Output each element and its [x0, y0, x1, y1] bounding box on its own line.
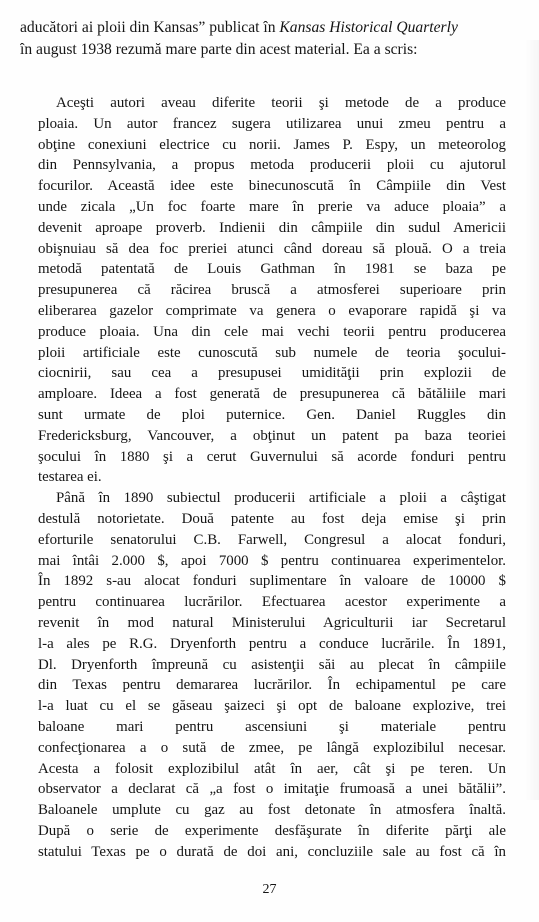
text-line: devenit aproape proverb. Indienii din câmpiile din sudul Americii — [38, 219, 506, 236]
intro-line-1-text: aducători ai ploii din Kansas” publicat în Kansas Historical Quarterly — [20, 19, 458, 36]
text-line: amploare. Ideea a fost generată de presupunerea că bătăliile mari — [38, 386, 506, 403]
text-line: observator a declarat că „a fost o imitaţie frumoasă a unei bătălii”. — [38, 781, 506, 798]
text-line: revenit în mod natural Ministerului Agriculturii iar Secretarul — [38, 614, 506, 631]
text-line: l-a ales pe R.G. Dryenforth pentru a conduce lucrările. În 1891, — [38, 635, 506, 652]
text-line: După o serie de experimente desfăşurate în diferite părţi ale — [38, 822, 506, 839]
quote-paragraph-2 — [38, 488, 506, 862]
text-line: metodă patentată de Louis Gathman în 1981 se baza pe — [38, 261, 506, 278]
text-line: ciocnirii, sau cea a presupusei umidităţii prin explozii de — [38, 365, 506, 382]
text-line: obişnuiau să dea foc preriei atunci când doreau să plouă. O a treia — [38, 240, 506, 257]
intro-paragraph — [20, 17, 526, 61]
journal-title: Kansas Historical Quarterly — [279, 19, 458, 36]
text-line: pentru continuarea lucrărilor. Efectuarea acestor experimente a — [38, 594, 506, 611]
text-line: l-a luat cu el se găseau şaizeci şi opt de baloane explozive, trei — [38, 698, 506, 715]
intro-line-1 — [20, 17, 526, 39]
text-line: presupunerea că răcirea bruscă a atmosferei superioare prin — [38, 282, 506, 299]
text-line: confecţionarea a o sută de zmee, pe lângă explozibilul necesar. — [38, 739, 506, 756]
text-line: şocului în 1880 şi a cerut Guvernului să acorde fonduri pentru — [38, 448, 506, 465]
text-line: testarea ei. — [38, 469, 102, 486]
text-line: ploaia. Un autor francez sugera utilizarea unui zmeu pentru a — [38, 115, 506, 132]
text-line: din Pennsylvania, a propus metoda producerii ploii cu ajutorul — [38, 157, 506, 174]
text-line: Acesta a folosit explozibilul atât în aer, cât şi pe teren. Un — [38, 760, 506, 777]
quote-paragraph-1 — [38, 93, 506, 488]
text-line: eliberarea gazelor comprimate va genera o evaporare rapidă şi va — [38, 302, 506, 319]
text-line: statului Texas pe o durată de doi ani, concluziile sale au fost că în — [38, 843, 506, 860]
text-line: Baloanele umplute cu gaz au fost detonate în atmosfera înaltă. — [38, 802, 506, 819]
text-line: Fredericksburg, Vancouver, a obţinut un patent pa baza teoriei — [38, 427, 506, 444]
text-line: unde zicala „Un foc foarte mare în prerie va aduce ploaia” a — [38, 198, 506, 215]
page-edge-shadow — [525, 40, 539, 800]
page-number: 27 — [262, 882, 277, 897]
text-line: baloane mari pentru ascensiuni şi materiale pentru — [38, 718, 506, 735]
text-line: produce ploaia. Una din cele mai vechi teorii pentru producerea — [38, 323, 506, 340]
text-line: sunt urmate de ploi puternice. Gen. Daniel Ruggles din — [38, 406, 506, 423]
text-line: focurilor. Această idee este binecunoscută în Câmpiile din Vest — [38, 178, 506, 195]
text-line: obţine conexiuni electrice cu norii. James P. Espy, un meteorolog — [38, 136, 506, 153]
text-line: destulă notorietate. Două patente au fost deja emise şi prin — [38, 510, 506, 527]
text-line: În 1892 s-au alocat fonduri suplimentare în valoare de 10000 $ — [38, 573, 506, 590]
text-line: mai întâi 2.000 $, apoi 7000 $ pentru continuarea experimentelor. — [38, 552, 506, 569]
intro-line-2: în august 1938 rezumă mare parte din acest material. Ea a scris: — [20, 41, 418, 58]
text-line: Aceşti autori aveau diferite teorii şi metode de a produce — [56, 95, 506, 111]
text-line: ploii artificiale este cunoscută sub numele de teoria şocului- — [38, 344, 506, 361]
text-line: Până în 1890 subiectul producerii artificiale a ploii a câştigat — [56, 490, 506, 507]
block-quote — [38, 93, 506, 862]
text-line: eforturile senatorului C.B. Farwell, Congresul a alocat fonduri, — [38, 531, 506, 548]
text-line: din Texas pentru demararea lucrărilor. În echipamentul pe care — [38, 677, 506, 694]
text-line: Dl. Dryenforth împreună cu asistenţii săi au plecat în câmpiile — [38, 656, 506, 673]
